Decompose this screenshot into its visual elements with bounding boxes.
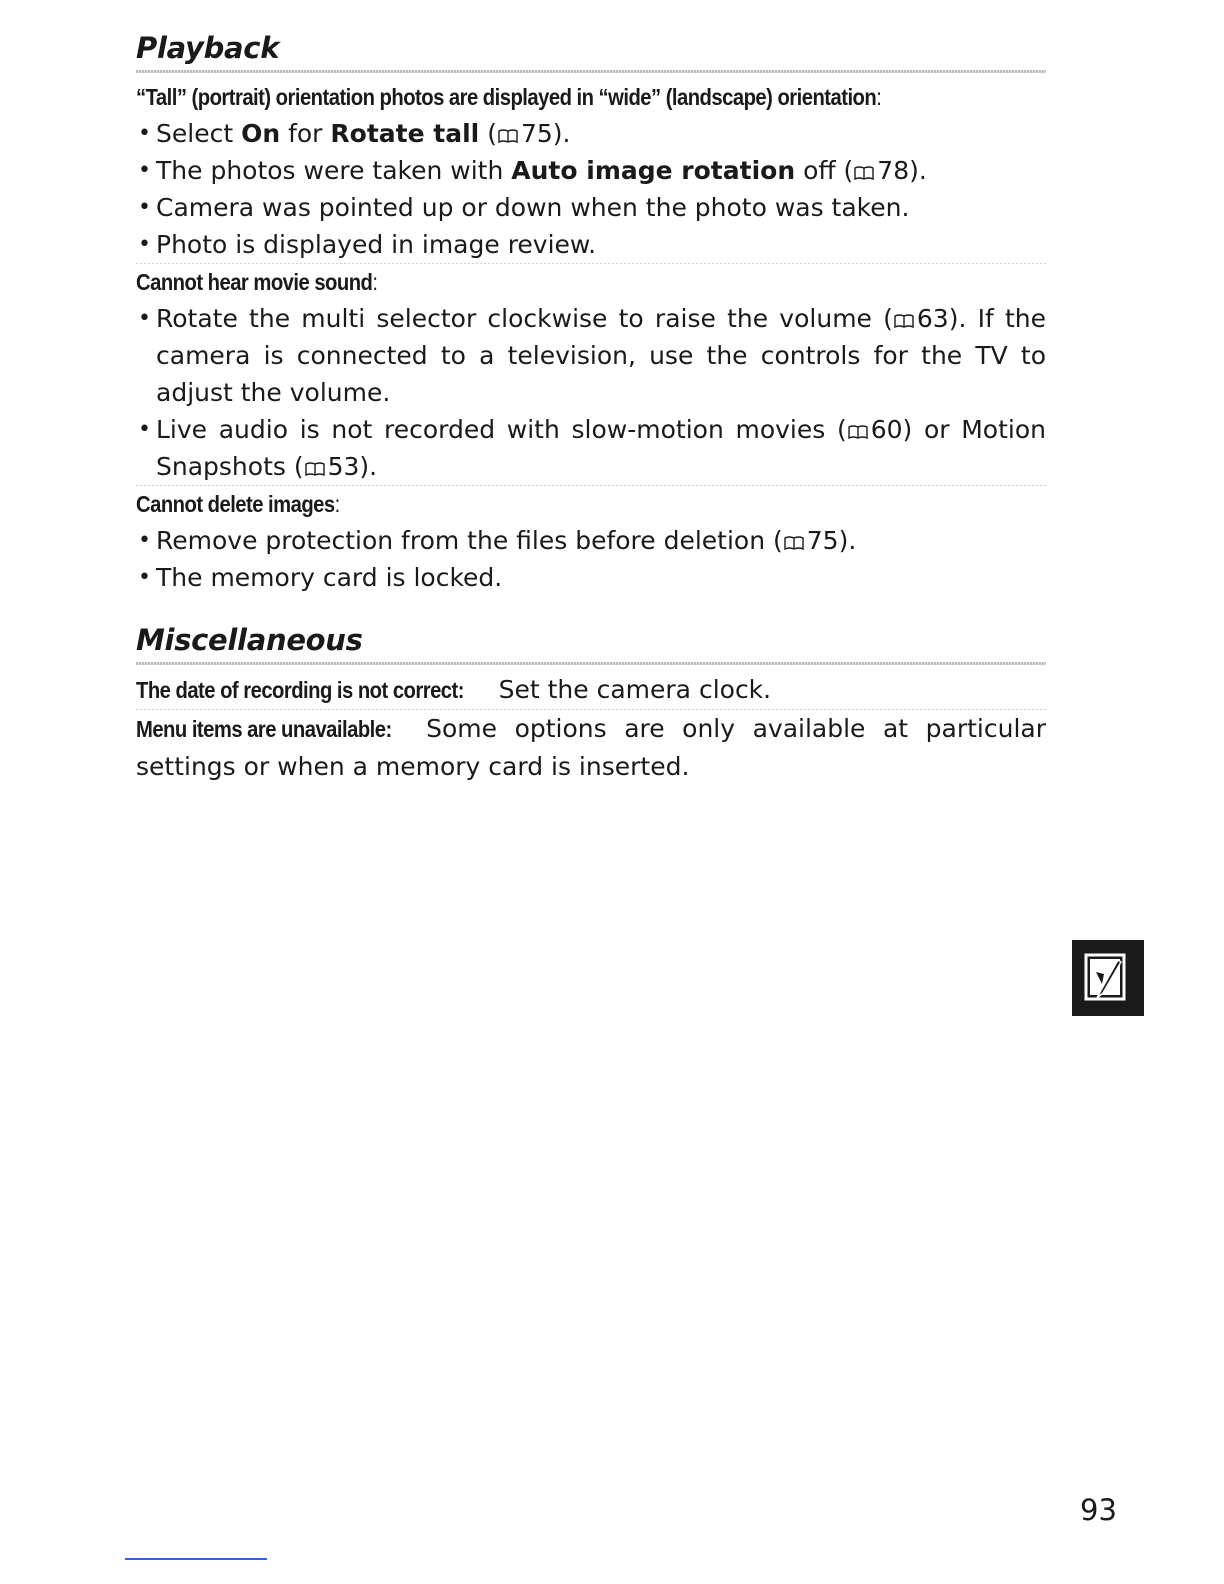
chapter-tab	[1072, 940, 1144, 1016]
issue-heading-text: “Tall” (portrait) orientation photos are displayed in “wide” (landscape) orientation	[136, 84, 877, 110]
page-ref: 53	[327, 452, 360, 481]
section-gap	[136, 596, 1046, 618]
issue-heading-text: Cannot hear movie sound	[136, 269, 373, 295]
section-rule	[136, 662, 1046, 665]
page-ref: 78	[877, 156, 910, 185]
page-content	[136, 26, 1046, 785]
book-icon	[854, 166, 874, 180]
list-item	[136, 522, 1046, 559]
item-bold: Auto image rotation	[511, 156, 796, 185]
item-text: Rotate the multi selector clockwise to raise the volume (	[156, 304, 893, 333]
book-icon	[498, 129, 518, 143]
item-bold: On	[241, 119, 281, 148]
item-text: ).	[909, 156, 927, 185]
issue-heading-menu: Menu items are unavailable:	[136, 716, 392, 742]
list-item: • Camera was pointed up or down when the photo was taken.	[136, 189, 1046, 226]
section-rule	[136, 70, 1046, 73]
list-item	[136, 115, 1046, 152]
issue-answer-date: Set the camera clock.	[490, 675, 772, 704]
section-title-playback: Playback	[136, 31, 280, 65]
list-item	[136, 152, 1046, 189]
misc-menu-entry	[136, 710, 1046, 785]
item-text: The photos were taken with	[156, 156, 512, 185]
issue-heading-text: Cannot delete images	[136, 491, 335, 517]
item-text: Live audio is not recorded with slow-motion movies (	[156, 415, 847, 444]
section-title-miscellaneous: Miscellaneous	[136, 623, 363, 657]
sound-list	[136, 300, 1046, 485]
page-number: 93	[1080, 1493, 1117, 1527]
list-item: • Photo is displayed in image review.	[136, 226, 1046, 263]
heading-colon: :	[372, 269, 378, 295]
page-ref: 75	[806, 526, 839, 555]
issue-heading-sound	[136, 264, 937, 300]
item-text: off (	[795, 156, 854, 185]
page-ref: 60	[870, 415, 903, 444]
book-icon	[848, 425, 868, 439]
misc-date-entry	[136, 671, 1046, 709]
item-text: Select	[156, 119, 242, 148]
issue-answer-menu: Some options are only available at particular settings or when a memory card is inserted.	[136, 714, 1046, 781]
item-text: ).	[359, 452, 378, 481]
item-text: ). If the camera is connected to a television, use the controls for the TV to adjust the volume.	[156, 304, 1047, 407]
book-icon	[784, 536, 804, 550]
item-text: (	[479, 119, 497, 148]
list-item	[136, 411, 1046, 485]
item-text: ) or Motion Snapshots (	[156, 415, 1046, 481]
item-text: for	[280, 119, 331, 148]
scan-edge-line	[125, 1558, 267, 1560]
page-ref: 75	[520, 119, 553, 148]
item-text: ).	[838, 526, 857, 555]
list-item: • The memory card is locked.	[136, 559, 1046, 596]
page-ref: 63	[916, 304, 949, 333]
item-text: ).	[552, 119, 571, 148]
heading-colon: :	[334, 491, 340, 517]
issue-heading-tall	[136, 79, 937, 115]
heading-colon: :	[876, 84, 882, 110]
troubleshooting-icon	[1072, 940, 1144, 1016]
issue-heading-delete	[136, 486, 937, 522]
list-item	[136, 300, 1046, 411]
book-icon	[305, 462, 325, 476]
issue-heading-date: The date of recording is not correct:	[136, 677, 464, 703]
book-icon	[894, 314, 914, 328]
tall-list	[136, 115, 1046, 263]
item-bold: Rotate tall	[330, 119, 480, 148]
delete-list	[136, 522, 1046, 596]
item-text: Remove protection from the files before deletion (	[156, 526, 783, 555]
